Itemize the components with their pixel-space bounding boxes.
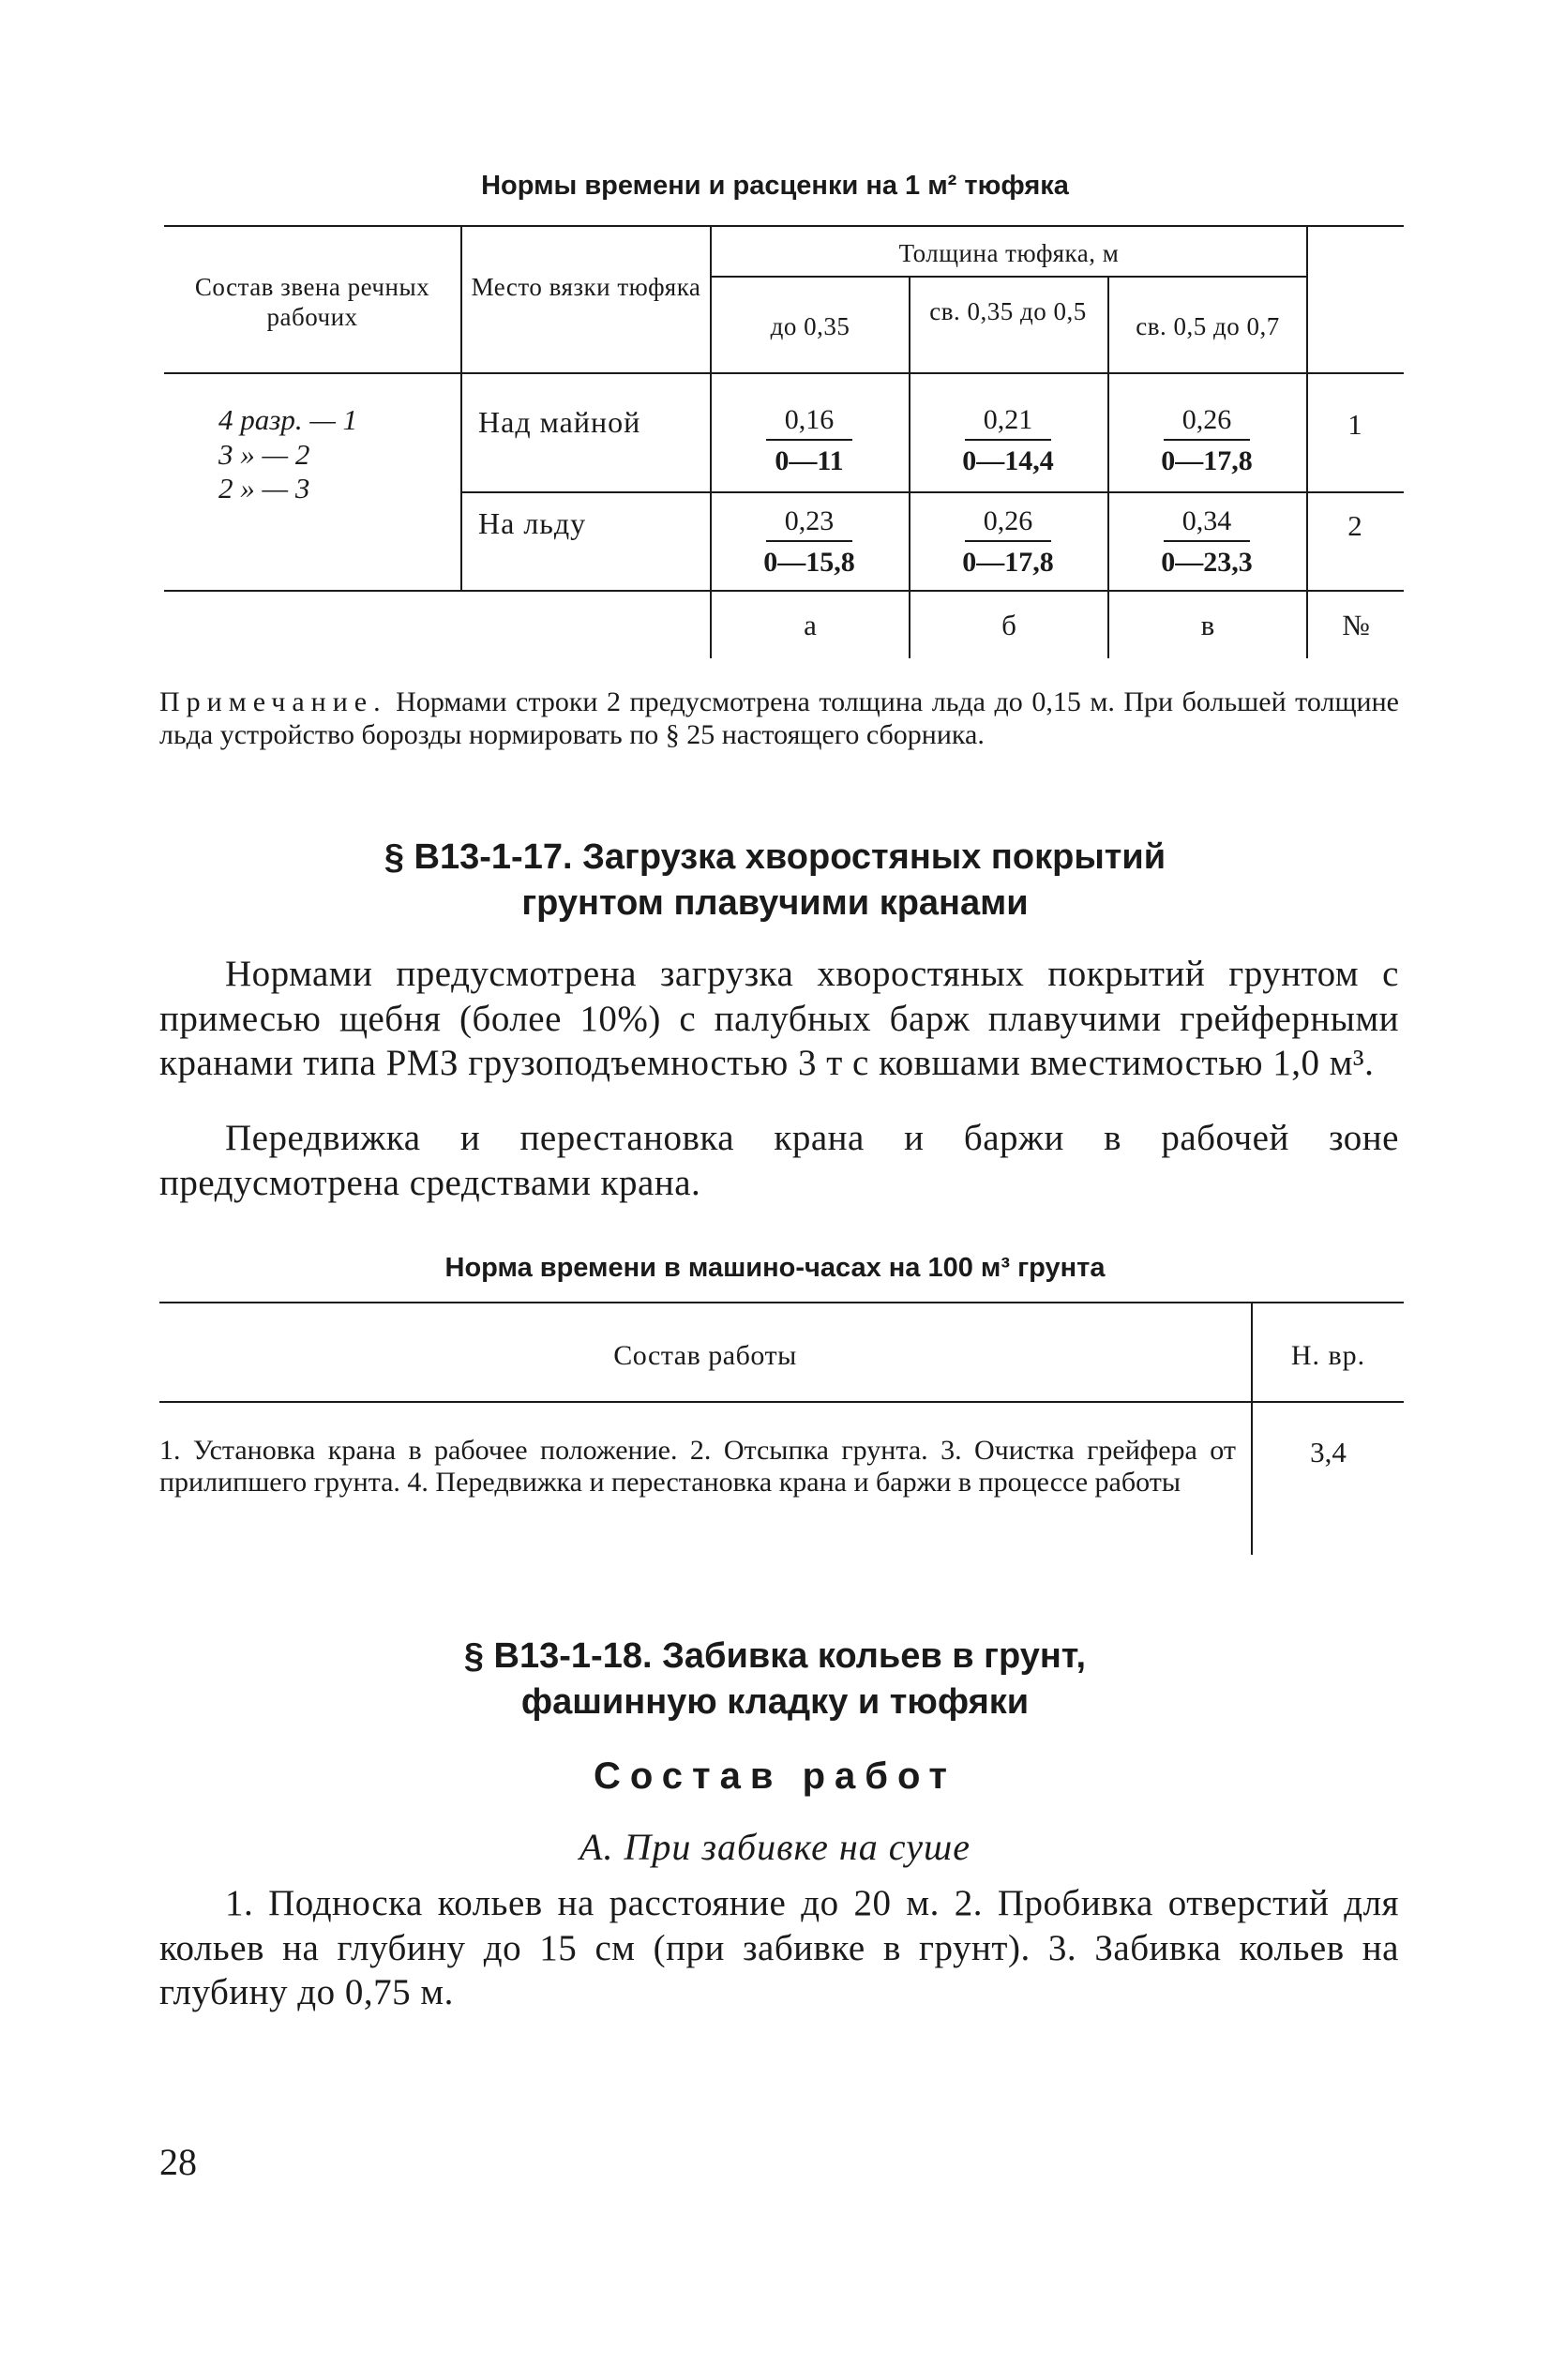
- table1-row-divider: [462, 491, 1404, 493]
- rate-value: 0—14,4: [962, 445, 1054, 476]
- row2-place: На льду: [478, 506, 587, 540]
- rate-value: 0—17,8: [962, 547, 1054, 578]
- row1-col-b: [938, 401, 1078, 478]
- table1-note: [159, 686, 1399, 751]
- header-crew: Состав звена речных рабочих: [194, 273, 430, 332]
- footer-num: №: [1342, 609, 1370, 641]
- section18-title-line1: § В13-1-18. Забивка кольев в грунт,: [463, 1636, 1087, 1676]
- norm-value: 0,26: [983, 505, 1033, 536]
- table1-title: Нормы времени и расценки на 1 м² тюфяка: [481, 171, 1069, 201]
- table2-header-rule: [159, 1401, 1404, 1403]
- table2-title: Норма времени в машино-часах на 100 м³ грунта: [444, 1253, 1106, 1283]
- header-col-b: св. 0,35 до 0,5: [929, 297, 1087, 325]
- section18-subtitle: Состав работ: [594, 1755, 956, 1797]
- section17-title: [0, 835, 1550, 927]
- section18-paragraph: [159, 1881, 1399, 2015]
- header-col-c: св. 0,5 до 0,7: [1136, 312, 1280, 340]
- rate-value: 0—11: [775, 445, 844, 476]
- crew-line: 2 » — 3: [218, 472, 310, 505]
- section18-title: [0, 1634, 1550, 1726]
- section17-title-line2: грунтом плавучими кранами: [521, 883, 1029, 924]
- table1-header-subrule: [711, 276, 1308, 278]
- norm-value: 0,34: [1181, 505, 1232, 536]
- table2-header-norm: Н. вр.: [1290, 1340, 1366, 1371]
- section17-paragraph-1: [159, 952, 1399, 1086]
- crew-line: 3 » — 2: [218, 437, 310, 471]
- note-label: Примечание.: [159, 686, 387, 717]
- norm-value: 0,23: [784, 505, 835, 536]
- row1-col-a: [739, 401, 880, 478]
- row2-col-a: [739, 503, 880, 580]
- table1-vline-2: [710, 225, 712, 658]
- table1-top-rule: [164, 225, 1404, 227]
- section17-para2-text: Передвижка и перестановка крана и баржи в рабочей зоне предусмотрена средствами крана.: [159, 1118, 1399, 1203]
- page-number: 28: [159, 2141, 197, 2183]
- row2-num: 2: [1347, 509, 1362, 542]
- crew-line: 4 разр. — 1: [218, 403, 358, 436]
- rate-value: 0—15,8: [763, 547, 855, 578]
- row2-col-b: [938, 503, 1078, 580]
- crew-composition: [218, 403, 357, 506]
- section17-paragraph-2: [159, 1116, 1399, 1205]
- note-text: Нормами строки 2 предусмотрена толщина льда до 0,15 м. При большей толщине льда устройство борозды нормировать по § 25 настоящего сборника.: [159, 686, 1399, 750]
- section18-para-text: 1. Подноска кольев на расстояние до 20 м. 2. Пробивка отверстий для кольев на глубину до 15 см (при забивке в грунт). 3. Забивка кольев на глубину до 0,75 м.: [159, 1883, 1399, 2013]
- footer-col-b: б: [1001, 609, 1016, 641]
- header-thickness: Толщина тюфяка, м: [898, 239, 1120, 267]
- table2-top-rule: [159, 1302, 1404, 1303]
- header-col-a: до 0,35: [770, 312, 850, 340]
- footer-col-c: в: [1200, 609, 1215, 641]
- section17-title-line1: § В13-1-17. Загрузка хворостяных покрытий: [384, 837, 1166, 877]
- norm-value: 0,21: [983, 404, 1033, 435]
- row1-col-c: [1136, 401, 1277, 478]
- norm-value: 0,16: [784, 404, 835, 435]
- table2-work-description: 1. Установка крана в рабочее положение. 2. Отсыпка грунта. 3. Очистка грейфера от прилипшего грунта. 4. Передвижка и перестановка крана и баржи в процессе работы: [159, 1435, 1236, 1498]
- section18-title-line2: фашинную кладку и тюфяки: [520, 1682, 1030, 1723]
- table1-header-rule: [164, 372, 1404, 374]
- table2-norm-value: 3,4: [1310, 1436, 1347, 1469]
- table1-body-rule: [164, 590, 1404, 592]
- section17-para1-text: Нормами предусмотрена загрузка хворостяных покрытий грунтом с примесью щебня (более 10%) с палубных барж плавучими грейферными кранами типа РМЗ грузоподъемностью 3 т с ковшами вместимостью 1,0 м³.: [159, 954, 1399, 1084]
- row1-num: 1: [1347, 408, 1362, 441]
- row1-place: Над майной: [478, 405, 641, 439]
- norm-value: 0,26: [1181, 404, 1232, 435]
- footer-col-a: а: [804, 609, 817, 641]
- table1-vline-3: [909, 277, 910, 658]
- row2-col-c: [1136, 503, 1277, 580]
- table2-header-work: Состав работы: [613, 1340, 797, 1371]
- header-place: Место вязки тюфяка: [471, 273, 701, 301]
- rate-value: 0—23,3: [1161, 547, 1253, 578]
- section18-sub-a: А. При забивке на суше: [579, 1826, 971, 1868]
- rate-value: 0—17,8: [1161, 445, 1253, 476]
